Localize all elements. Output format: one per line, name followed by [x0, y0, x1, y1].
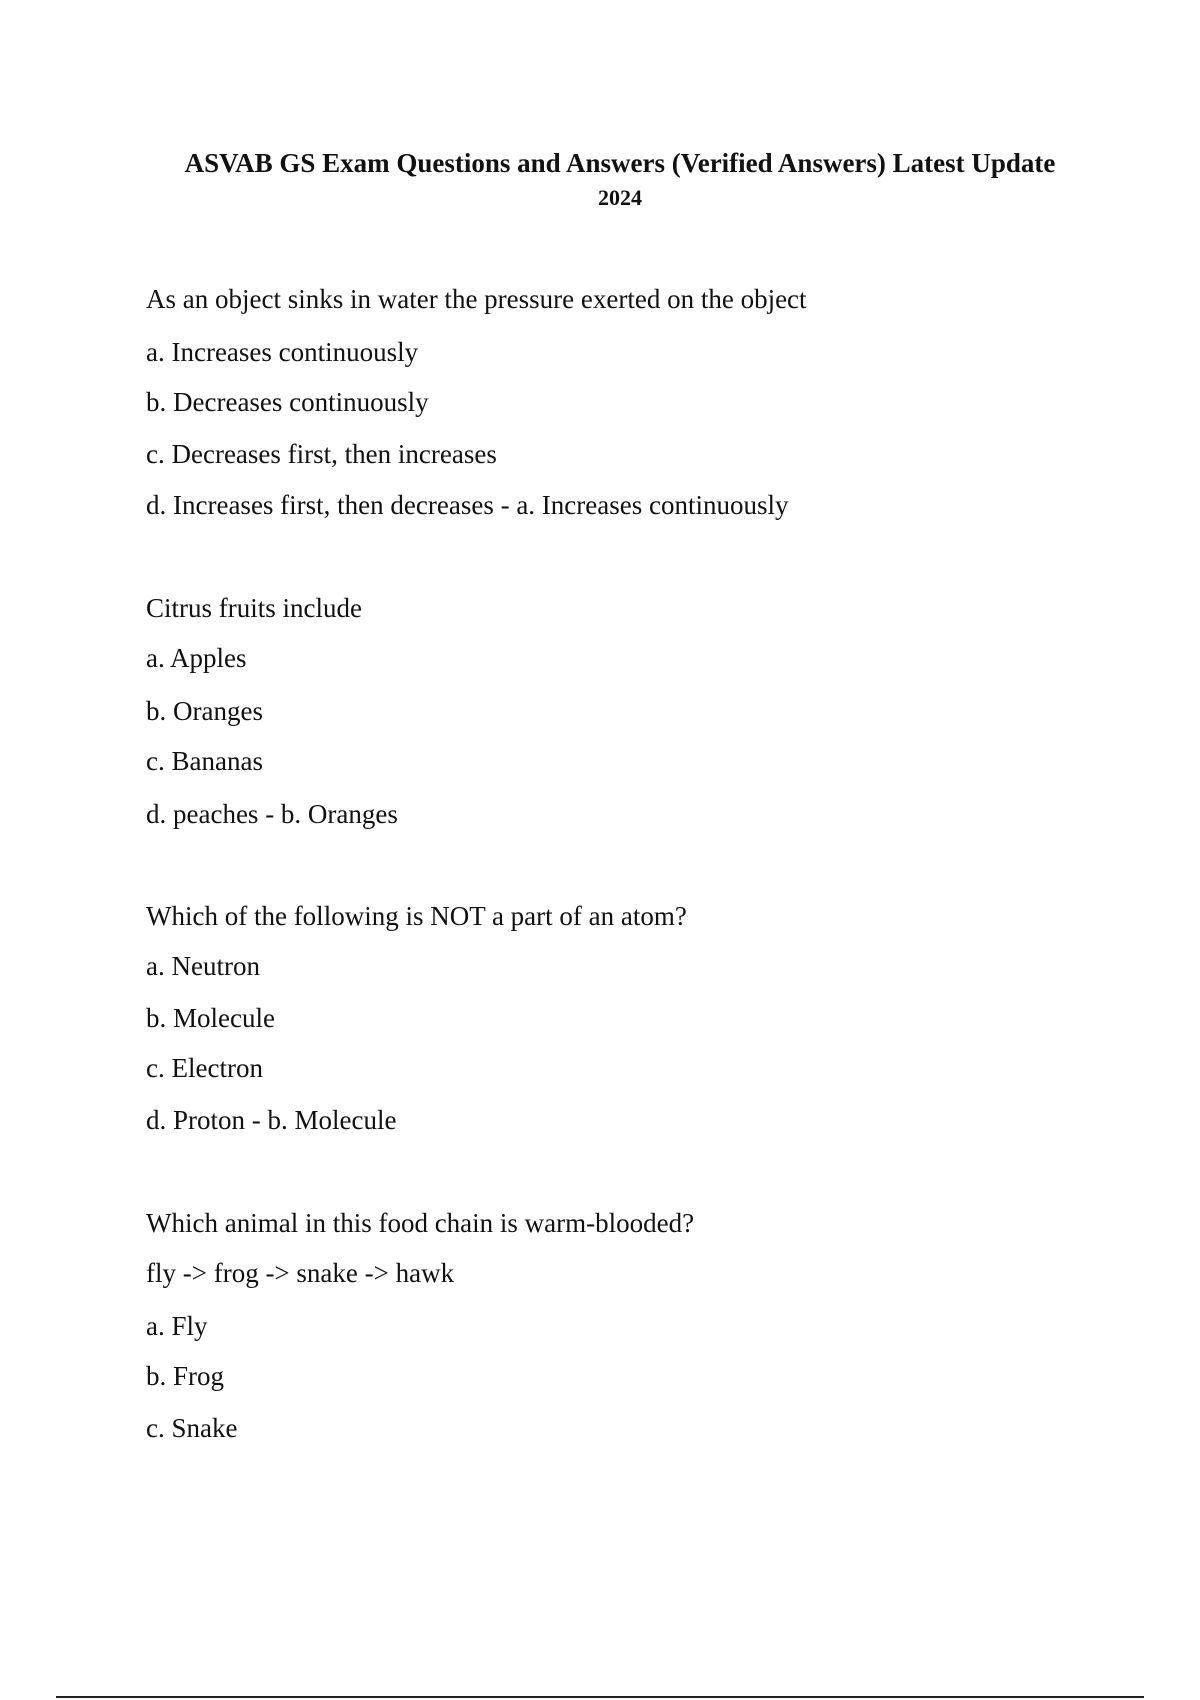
question-1-prompt: As an object sinks in water the pressure exerted on the object: [146, 284, 807, 314]
question-2-option-d-answer: d. peaches - b. Oranges: [146, 799, 398, 829]
question-2-option-b: b. Oranges: [146, 696, 263, 726]
question-3-option-a: a. Neutron: [146, 951, 260, 981]
question-1-option-b: b. Decreases continuously: [146, 387, 429, 417]
question-3-prompt: Which of the following is NOT a part of an atom?: [146, 901, 687, 931]
question-2-prompt: Citrus fruits include: [146, 593, 362, 623]
question-4-option-b: b. Frog: [146, 1361, 225, 1391]
question-3-option-b: b. Molecule: [146, 1003, 275, 1033]
question-4-option-a: a. Fly: [146, 1311, 208, 1341]
document-title-year: 2024: [598, 185, 642, 210]
question-2-option-c: c. Bananas: [146, 746, 263, 776]
question-1-option-c: c. Decreases first, then increases: [146, 439, 497, 469]
question-1-option-a: a. Increases continuously: [146, 337, 419, 367]
question-4-option-c: c. Snake: [146, 1413, 238, 1443]
question-1-option-d-answer: d. Increases first, then decreases - a. Increases continuously: [146, 490, 789, 520]
question-2-option-a: a. Apples: [146, 643, 247, 673]
question-3-option-c: c. Electron: [146, 1053, 263, 1083]
question-4-prompt: Which animal in this food chain is warm-blooded?: [146, 1208, 695, 1238]
page-bottom-divider: [56, 1696, 1144, 1698]
question-3-option-d-answer: d. Proton - b. Molecule: [146, 1105, 397, 1135]
document-title: ASVAB GS Exam Questions and Answers (Verified Answers) Latest Update: [184, 148, 1056, 178]
question-4-food-chain: fly -> frog -> snake -> hawk: [146, 1258, 455, 1288]
